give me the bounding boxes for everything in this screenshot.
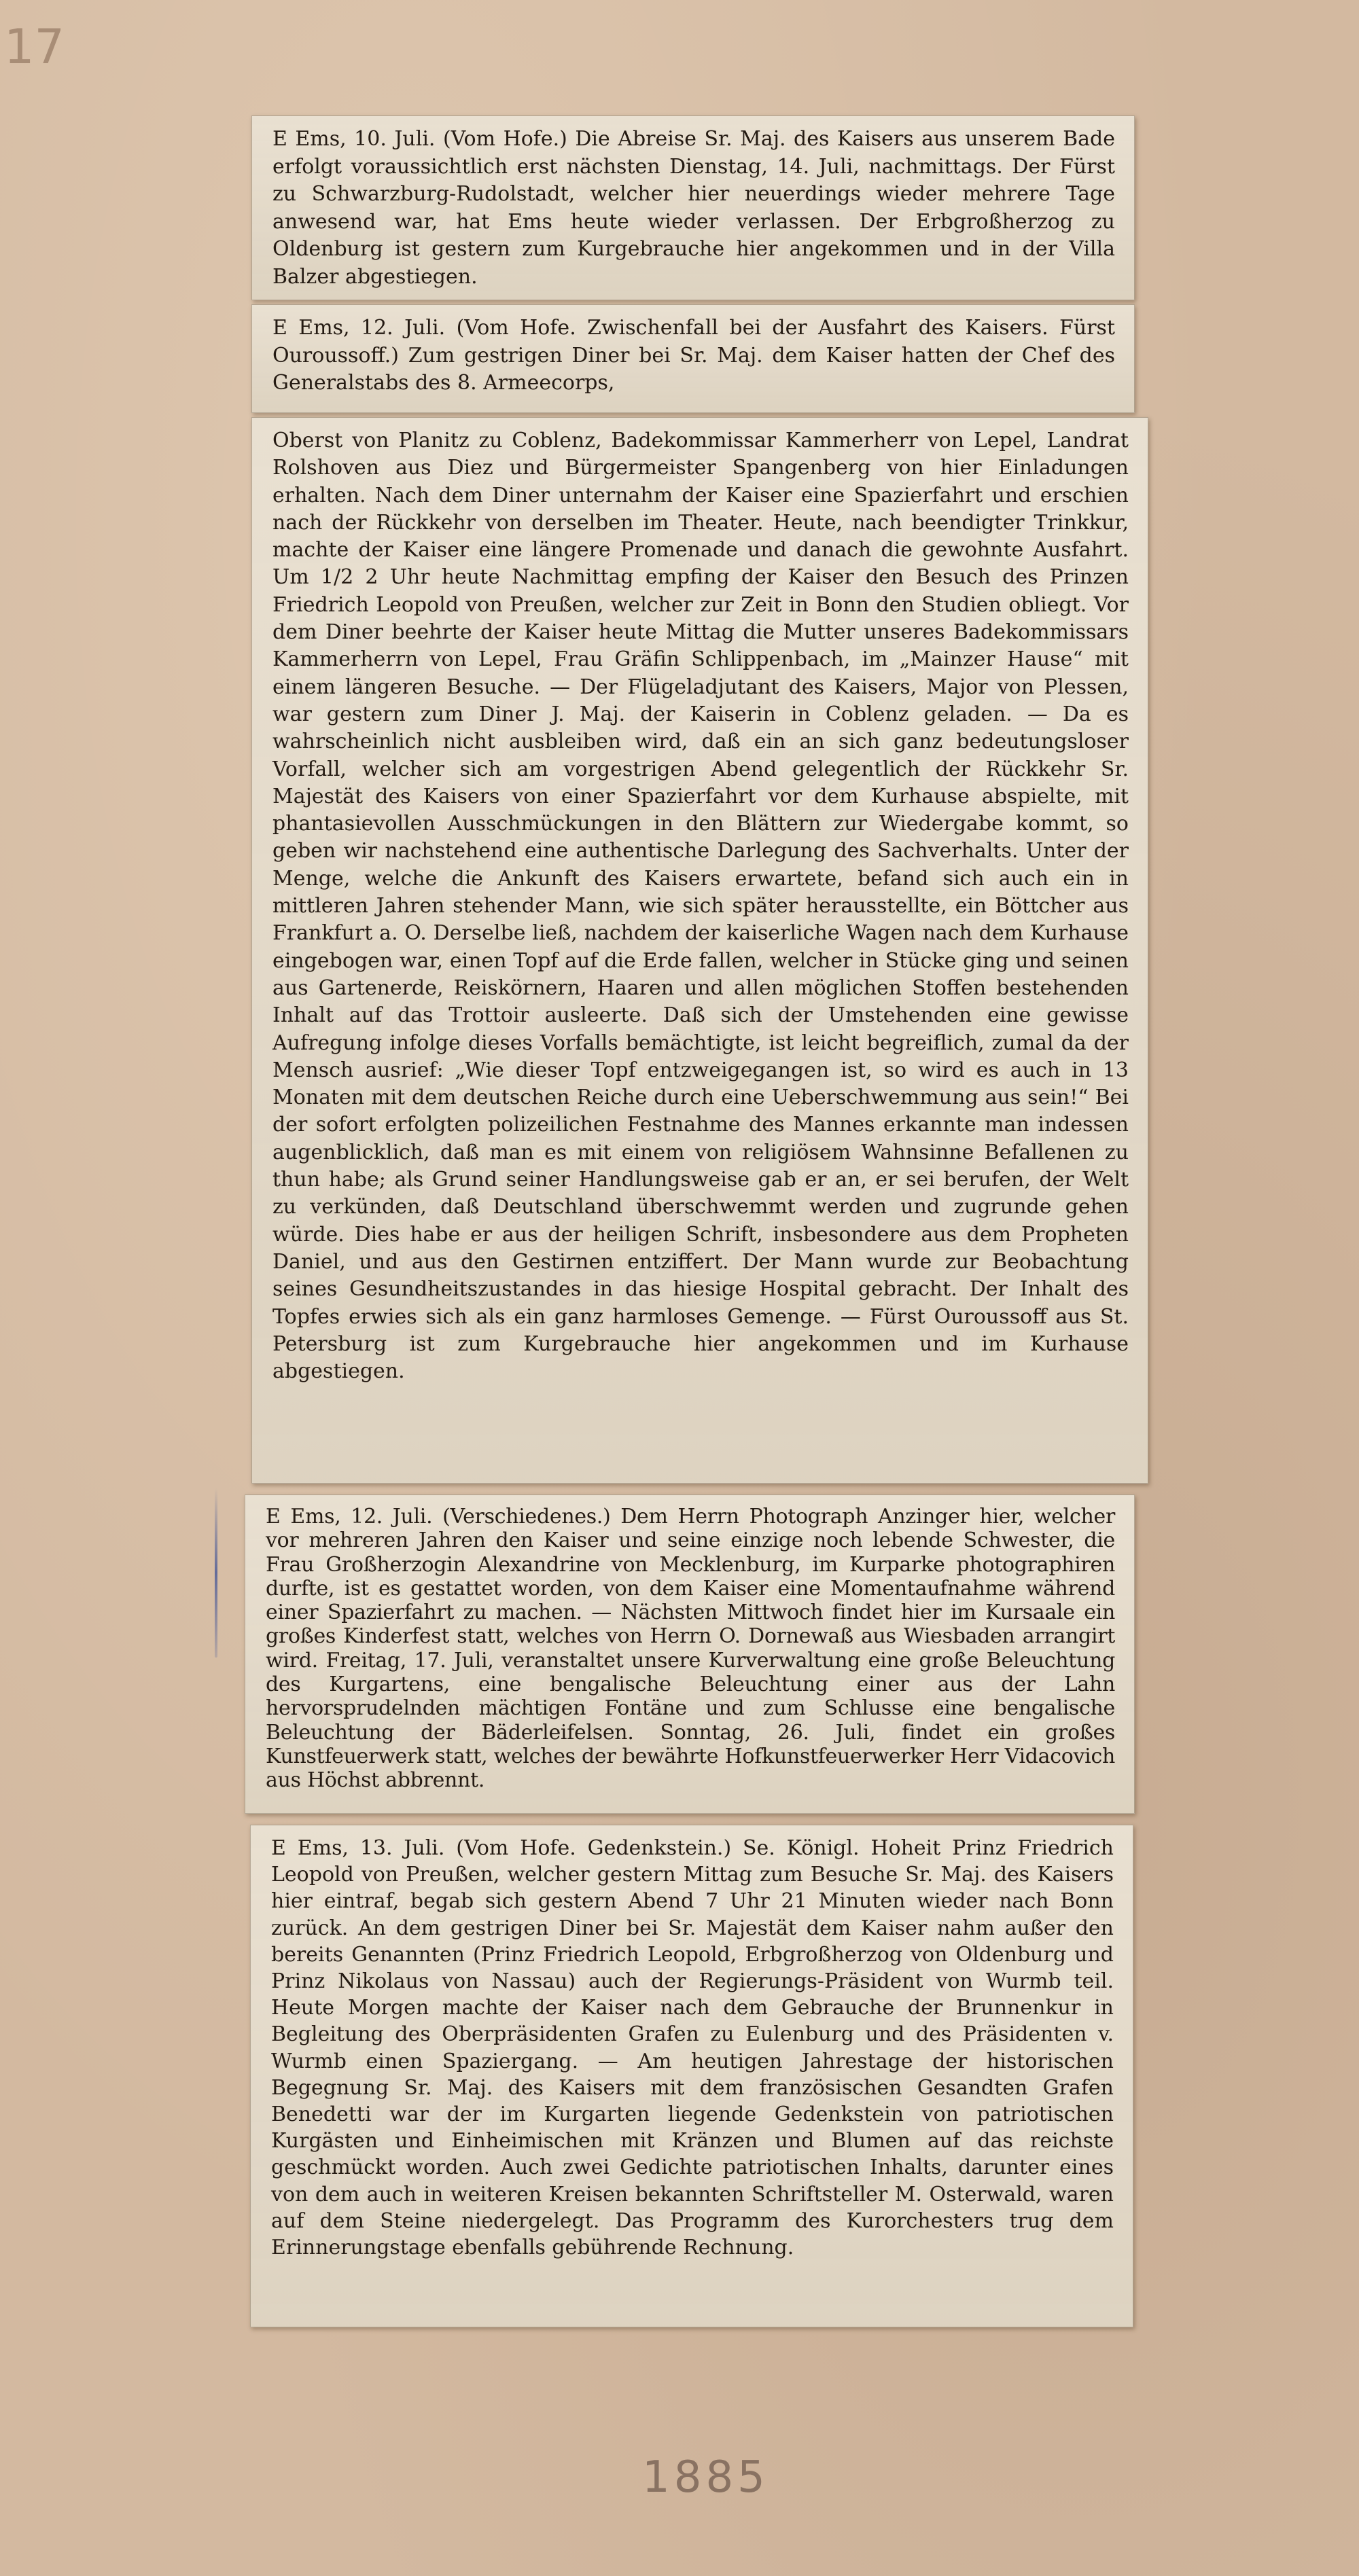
clipping-text: E Ems, 12. Juli. (Verschiedenes.) Dem Herrn Photograph Anzinger hier, welcher vor mehreren Jahren den Kaiser und seine einzige noch lebende Schwester, die Frau Großherzogin Alexandrine von Mecklenburg, im Kurparke photographiren durfte, ist es gestattet worden, von dem Kaiser eine Momentaufnahme während einer Spazierfahrt zu machen. — Nächsten Mittwoch findet hier im Kursaale ein großes Kinderfest statt, welches von Herrn O. Dornewaß aus Wiesbaden arrangirt wird. Freitag, 17. Juli, veranstaltet unsere Kurverwaltung eine große Beleuchtung des Kurgartens, eine bengalische Beleuchtung einer aus der Lahn hervorsprudelnden mächtigen Fontäne und zum Schlusse eine bengalische Beleuchtung der Bäderleifelsen. Sonntag, 26. Juli, findet ein großes Kunstfeuerwerk statt, welches der bewährte Hofkunstfeuerwerker Herr Vidacovich aus Höchst abbrennt. (266, 1505, 1115, 1793)
blue-pencil-margin-mark (215, 1488, 217, 1658)
clipping-ems-13-juli (250, 1825, 1133, 2327)
clipping-text: E Ems, 10. Juli. (Vom Hofe.) Die Abreise Sr. Maj. des Kaisers aus unserem Bade erfolgt voraussichtlich erst nächsten Dienstag, 14. Juli, nachmittags. Der Fürst zu Schwarzburg-Rudolstadt, welcher hier neuerdings wieder mehrere Tage anwesend war, hat Ems heute wieder verlassen. Der Erbgroßherzog zu Oldenburg ist gestern zum Kurgebrauche hier angekommen und in der Villa Balzer abgestiegen. (272, 127, 1115, 289)
clipping-ems-10-juli (251, 115, 1135, 300)
clipping-ems-12-juli-verschiedenes (245, 1495, 1135, 1814)
clipping-ems-12-juli-continued (251, 417, 1148, 1484)
clipping-text: Oberst von Planitz zu Coblenz, Badekommissar Kammerherr von Lepel, Landrat Rolshoven aus Diez und Bürgermeister Spangenberg von hier Einladungen erhalten. Nach dem Diner unternahm der Kaiser eine Spazierfahrt und erschien nach der Rückkehr von derselben im Theater. Heute, nach beendigter Trinkkur, machte der Kaiser eine längere Promenade und danach die gewohnte Ausfahrt. Um 1/2 2 Uhr heute Nachmittag empfing der Kaiser den Besuch des Prinzen Friedrich Leopold von Preußen, welcher zur Zeit in Bonn den Studien obliegt. Vor dem Diner beehrte der Kaiser heute Mittag die Mutter unseres Badekommissars Kammerherrn von Lepel, Frau Gräfin Schlippenbach, im „Mainzer Hause“ mit einem längeren Besuche. — Der Flügeladjutant des Kaisers, Major von Plessen, war gestern zum Diner J. Maj. der Kaiserin in Coblenz geladen. — Da es wahrscheinlich nicht ausbleiben wird, daß ein an sich ganz bedeutungsloser Vorfall, welcher sich am vorgestrigen Abend gelegentlich der Rückkehr Sr. Majestät des Kaisers von einer Spazierfahrt vor dem Kurhause abspielte, mit phantasievollen Ausschmückungen in den Blättern zur Wiedergabe kommt, so geben wir nachstehend eine authentische Darlegung des Sachverhalts. Unter der Menge, welche die Ankunft des Kaisers erwartete, befand sich auch ein in mittleren Jahren stehender Mann, wie sich später herausstellte, ein Böttcher aus Frankfurt a. O. Derselbe ließ, nachdem der kaiserliche Wagen nach dem Kurhause eingebogen war, einen Topf auf die Erde fallen, welcher in Stücke ging und seinen aus Gartenerde, Reiskörnern, Haaren und allen möglichen Stoffen bestehenden Inhalt auf das Trottoir ausleerte. Daß sich der Umstehenden eine gewisse Aufregung infolge dieses Vorfalls bemächtigte, ist leicht begreiflich, zumal da der Mensch ausrief: „Wie dieser Topf entzweigegangen ist, so wird es auch in 13 Monaten mit dem deutschen Reiche durch eine Ueberschwemmung aus sein!“ Bei der sofort erfolgten polizeilichen Festnahme des Mannes erkannte man indessen augenblicklich, daß man es mit einem von religiösem Wahnsinne Befallenen zu thun habe; als Grund seiner Handlungsweise gab er an, er sei berufen, der Welt zu verkünden, daß Deutschland überschwemmt werden und zugrunde gehen würde. Dies habe er aus der heiligen Schrift, insbesondere aus dem Propheten Daniel, und aus den Gestirnen entziffert. Der Mann wurde zur Beobachtung seines Gesundheitszustandes in das hiesige Hospital gebracht. Der Inhalt des Topfes erwies sich als ein ganz harmloses Gemenge. — Fürst Ouroussoff aus St. Petersburg ist zum Kurgebrauche hier angekommen und im Kurhause abgestiegen. (272, 429, 1129, 1384)
pencil-corner-mark: 17 (4, 19, 65, 75)
pencil-year-note: 1885 (642, 2452, 769, 2503)
clipping-ems-12-juli-header (251, 304, 1135, 413)
clipping-text: E Ems, 13. Juli. (Vom Hofe. Gedenkstein.) Se. Königl. Hoheit Prinz Friedrich Leopold von Preußen, welcher gestern Mittag zum Besuche Sr. Maj. des Kaisers hier eintraf, begab sich gestern Abend 7 Uhr 21 Minuten wieder nach Bonn zurück. An dem gestrigen Diner bei Sr. Majestät dem Kaiser nahm außer den bereits Genannten (Prinz Friedrich Leopold, Erbgroßherzog von Oldenburg und Prinz Nikolaus von Nassau) auch der Regierungs-Präsident von Wurmb teil. Heute Morgen machte der Kaiser nach dem Gebrauche der Brunnenkur in Begleitung des Oberpräsidenten Grafen zu Eulenburg und des Präsidenten v. Wurmb einen Spaziergang. — Am heutigen Jahrestage der historischen Begegnung Sr. Maj. des Kaisers mit dem französischen Gesandten Grafen Benedetti war der im Kurgarten liegende Gedenkstein von patriotischen Kurgästen und Einheimischen mit Kränzen und Blumen auf das reichste geschmückt worden. Auch zwei Gedichte patriotischen Inhalts, darunter eines von dem auch in weiteren Kreisen bekannten Schriftsteller M. Osterwald, waren auf dem Steine niedergelegt. Das Programm des Kurorchesters trug dem Erinnerungstage ebenfalls gebührende Rechnung. (271, 1836, 1114, 2260)
clipping-text: E Ems, 12. Juli. (Vom Hofe. Zwischenfall bei der Ausfahrt des Kaisers. Fürst Ouroussoff.) Zum gestrigen Diner bei Sr. Maj. dem Kaiser hatten der Chef des Generalstabs des 8. Armeecorps, (272, 316, 1115, 395)
